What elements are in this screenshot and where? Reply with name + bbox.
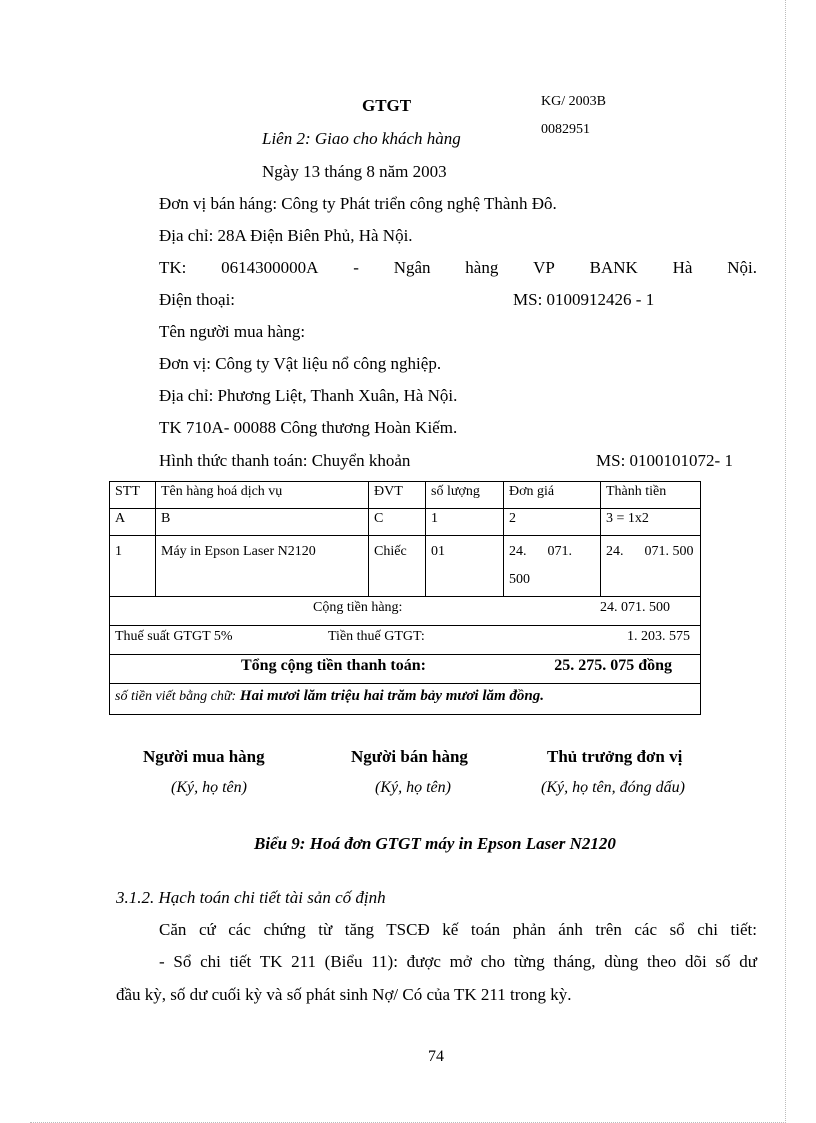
figure-caption: Biểu 9: Hoá đơn GTGT máy in Epson Laser N2120 [254, 834, 616, 853]
payment-method: Hình thức thanh toán: Chuyển khoản [159, 451, 411, 470]
words-row [110, 684, 701, 715]
subtotal-value: 24. 071. 500 [600, 600, 670, 615]
paragraph-2-line-2: đầu kỳ, số dư cuối kỳ và số phát sinh Nợ/ Có của TK 211 trong kỳ. [116, 985, 572, 1004]
row-unit: Chiếc [369, 536, 426, 597]
subtotal-label: Cộng tiền hàng: [313, 600, 403, 615]
row-amount: 24. 071. 500 [601, 536, 701, 597]
signature-buyer-note: (Ký, họ tên) [171, 779, 247, 796]
column-code: C [369, 509, 426, 536]
buyer-unit: Đơn vị: Công ty Vật liệu nổ công nghiệp. [159, 354, 442, 373]
serial-number: 0082951 [541, 122, 590, 137]
copy-note: Liên 2: Giao cho khách hàng [262, 129, 461, 148]
paragraph-2-line-1: - Sổ chi tiết TK 211 (Biểu 11): được mở cho từng tháng, dùng theo dõi số dư [159, 952, 757, 971]
invoice-date: Ngày 13 tháng 8 năm 2003 [262, 162, 447, 181]
row-quantity: 01 [426, 536, 504, 597]
vat-rate: Thuế suất GTGT 5% [115, 629, 233, 644]
account-word: hàng [465, 258, 499, 277]
invoice-title: GTGT [362, 96, 412, 115]
column-code: 1 [426, 509, 504, 536]
paragraph-1: Căn cứ các chứng từ tăng TSCĐ kế toán phản ánh trên các sổ chi tiết: [159, 920, 757, 939]
seller-account [159, 258, 757, 278]
amount-in-words-value: Hai mươi lăm triệu hai trăm bảy mươi lăm đồng. [236, 688, 545, 704]
column-header: Thành tiền [601, 482, 701, 509]
total-value: 25. 275. 075 đồng [554, 657, 672, 674]
page-number: 74 [428, 1048, 444, 1065]
invoice-table [109, 481, 701, 715]
column-header: Đơn giá [504, 482, 601, 509]
account-word: 0614300000A [221, 258, 319, 277]
total-label: Tổng cộng tiền thanh toán: [241, 657, 426, 674]
amount-in-words-label: số tiền viết bằng chữ: [115, 689, 237, 704]
section-heading: 3.1.2. Hạch toán chi tiết tài sản cố định [116, 888, 386, 907]
table-row [110, 536, 701, 597]
signature-director-role: Thủ trưởng đơn vị [547, 747, 683, 766]
subtotal-row [110, 597, 701, 626]
table-header-row [110, 482, 701, 509]
row-unit-price: 24. 071. 500 [504, 536, 601, 597]
account-word: Hà [672, 258, 693, 277]
signature-buyer-role: Người mua hàng [143, 747, 265, 766]
seller-tax-code: MS: 0100912426 - 1 [513, 290, 655, 309]
signature-seller-note: (Ký, họ tên) [375, 779, 451, 796]
account-word: TK: [159, 258, 187, 277]
vat-row [110, 626, 701, 655]
vat-value: 1. 203. 575 [627, 629, 690, 644]
buyer-tax-code: MS: 0100101072- 1 [596, 451, 733, 470]
column-code: B [156, 509, 369, 536]
column-code: 2 [504, 509, 601, 536]
buyer-account: TK 710A- 00088 Công thương Hoàn Kiếm. [159, 418, 458, 437]
column-header: Tên hàng hoá dịch vụ [156, 482, 369, 509]
column-header: số lượng [426, 482, 504, 509]
page-right-border [785, 0, 786, 1123]
column-header: STT [110, 482, 156, 509]
account-word: Ngân [393, 258, 431, 277]
column-code: A [110, 509, 156, 536]
table-code-row [110, 509, 701, 536]
row-stt: 1 [110, 536, 156, 597]
form-code: KG/ 2003B [541, 94, 606, 109]
buyer-name: Tên người mua hàng: [159, 322, 306, 341]
row-item-name: Máy in Epson Laser N2120 [156, 536, 369, 597]
account-word: BANK [589, 258, 638, 277]
account-word: VP [533, 258, 555, 277]
column-code: 3 = 1x2 [601, 509, 701, 536]
signature-director-note: (Ký, họ tên, đóng dấu) [541, 779, 685, 796]
signature-seller-role: Người bán hàng [351, 747, 468, 766]
seller-phone: Điện thoại: [159, 290, 236, 309]
seller-address: Địa chỉ: 28A Điện Biên Phủ, Hà Nội. [159, 226, 413, 245]
account-word: Nội. [727, 258, 757, 277]
total-row [110, 655, 701, 684]
vat-label: Tiền thuế GTGT: [328, 629, 425, 644]
column-header: ĐVT [369, 482, 426, 509]
buyer-address: Địa chỉ: Phương Liệt, Thanh Xuân, Hà Nội. [159, 386, 458, 405]
seller-unit: Đơn vị bán háng: Công ty Phát triển công nghệ Thành Đô. [159, 194, 557, 213]
account-word: - [353, 258, 359, 277]
